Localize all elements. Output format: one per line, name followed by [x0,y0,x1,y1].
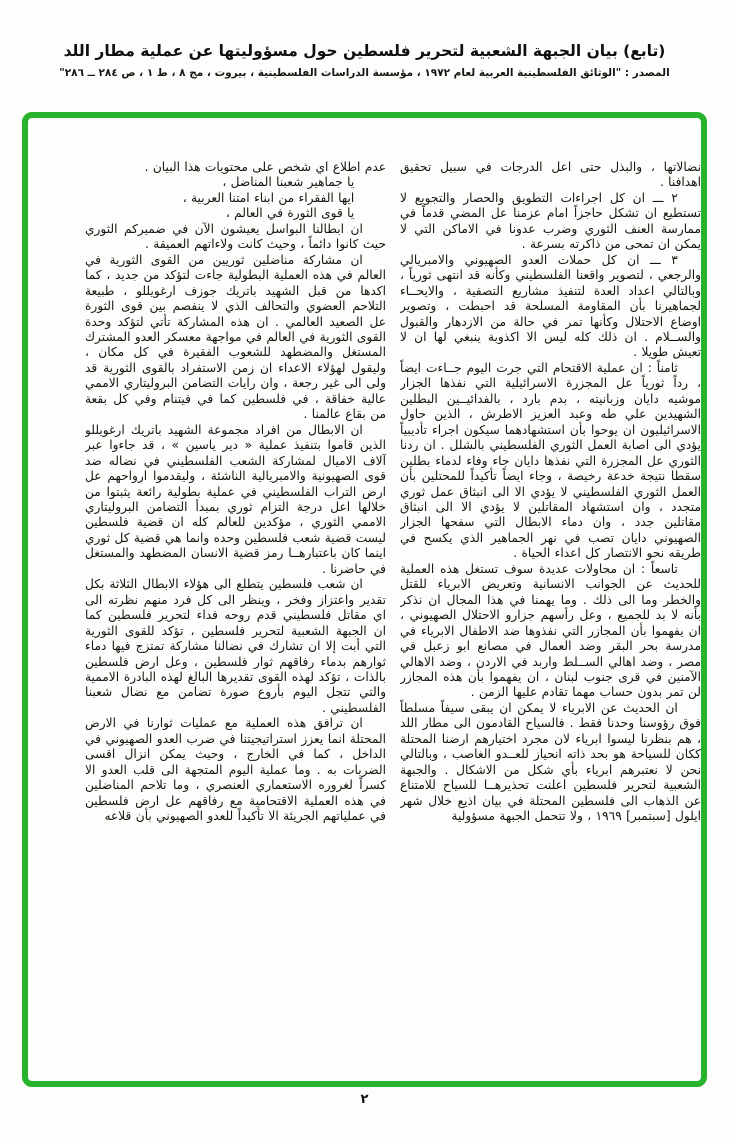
paragraph: ان الابطال من افراد مجموعة الشهيد باتريك ارغويللو الذين قاموا بتنفيذ عملية « دير ياسين » ، قد جاءوا عبر آلاف الاميال لمشاركة الشعب الفلسطيني في نضاله ضد قوى الصهيونية والامبريالية الناشئة ، وليقدموا ارواحهم عل ارض التراب الفلسطيني في عملية بطولية رائعة يثبتوا من خلالها اعل درجة التزام ثوري بمبدأ التضامن البروليتاري الاممي الثوري ، مؤكدين للعالم كله ان قضية فلسطين ليست قضية شعب فلسطين وحده وانما هي قضية كل ثوري اينما كان باعتبارهــا رمز قضية الانسان المضطهد والمستغل في حاضرنا . [85,422,386,576]
column-left [85,160,386,1044]
paragraph: ان ترافق هذه العملية مع عمليات ثوارنا في الارض المحتلة انما يعزز استراتيجيتنا في ضرب العدو الصهيوني في الداخل ، كما في الخارج ، وحيث يمكن انزال اقسى الضربات به . وما عملية اليوم المتجهة الى قلب العدو الا كسراً لغروره الاستعماري العنصري ، وما تلاحم المناضلين في هذه العملية الاقتحامية مع رفاقهم عل ارض فلسطين في عملياتهم الجريئة الا تأكيداً للعدو الصهيوني بأن قلاعه [85,716,386,824]
paragraph: تاسعاً : ان محاولات عديدة سوف تستغل هذه العملية للحديث عن الجوانب الانسانية وتعريض الابرياء للقتل والخطر وما الى ذلك . وما يهمنا في هذا المجال ان نذكر بأنه لا بد للجميع ، وعل رأسهم جزارو الاحتلال الصهيوني ، ان يفهموا بأن المجازر التي نفذوها ضد الاطفال الابرياء في مدرسة بحر البقر وضد العمال في مصانع ابو زعبل في مصر ، وضد اهالي الســلط واربد في الاردن ، وضد الاهالي الآمنين في قرى جنوب لبنان ، ان يفهموا بأن هذه المجازر لن تمر بدون حساب مهما تقادم عليها الزمن . [400,561,701,700]
paragraph: عدم اطلاع اي شخص على محتويات هذا البيان . [144,160,386,174]
paragraph: ان الحديث عن الابرياء لا يمكن ان يبقى سيفاً مسلطاً فوق رؤوسنا وحدنا فقط . فالسياح القادمون الى مطار اللد ، هم بنظرنا ليسوا ابرياء لان مجرد اختيارهم ارضنا المحتلة ككان للسياحة هو بحد ذاته انحياز للعــدو الغاصب ، وبالتالي نحن لا نعتبرهم ابرياء بأي شكل من الاشكال . والجبهة الشعبية لتحرير فلسطين اعلنت تحذيرهــا للسياح للامتناع عن الذهاب الى فلسطين المحتلة في بيان اذيع خلال شهر ايلول [سبتمبر] ١٩٦٩ ، ولا تتحمل الجبهة مسؤولية [400,700,701,824]
paragraph: ان شعب فلسطين يتطلع الى هؤلاء الابطال الثلاثة بكل تقدير واعتزاز وفخر ، وينظر الى كل فرد منهم نظرته الى اي مقاتل فلسطيني قدم روحه فداء لتحرير فلسطين كما ان الجبهة الشعبية لتحرير فلسطين ، تؤكد للقوى الثورية التي أبت إلا ان تشارك في نضالنا مشاركة تمتزج فيها دماء ثوارهم بدماء رفاقهم ثوار فلسطين ، وعل ارض فلسطين بالذات ، تؤكد لهذه القوى تقديرها البالغ لهذه البادرة الاممية والتي تتجل اليوم بأروع صورة تضامن مع نضال شعبنا الفلسطيني . [85,577,386,715]
column-right [400,160,701,1044]
paragraph: ٣ ـــ ان كل حملات العدو الصهيوني والامبريالي والرجعي ، لتصوير واقعنا الفلسطيني وكأنه قد انتهى ثورياً ، وبالتالي اعداد العدة لتنفيذ مشاريع التصفية ، والايحــاء لجماهيرنا بأن المقاومة المسلحة قد احبطت ، وتصوير اوضاع الاحتلال وكأنها تمر في حالة من الازدهار والقبول والســلام . ان ذلك كله ليس الا اكذوبة ينبغي لها ان لا تعيش طويلا . [400,252,701,360]
text-columns [85,160,701,1044]
page-title: (تابع) بيان الجبهة الشعبية لتحرير فلسطين حول مسؤوليتها عن عملية مطار اللد [63,42,666,60]
source-line: المصدر : "الوثائق الفلسطينية العربية لعام ١٩٧٢ ، مؤسسة الدراسات الفلسطينية ، بيروت ، مج ٨ ، ط ١ ، ص ٢٨٤ ــ ٢٨٦" [59,67,670,79]
paragraph: ايها الفقراء من ابناء امتنا العربية ، [182,190,355,205]
paragraph: ان مشاركة مناضلين ثوريين من القوى الثورية في العالم في هذه العملية البطولية جاءت لتؤكد من جديد ، كما اكدها من قبل الشهيد باتريك جوزف ارغويللو ، طبيعة التلاحم العضوي والتحالف الذي لا ينفصم بين قوى الثورة عل الصعيد العالمي . ان هذه المشاركة تأتي لتؤكد وحدة القوى الثورية في العالم في مواجهة معسكر العدو المشترك المستغل والمضطهد للشعوب الفقيرة في كل مكان ، وليقول لهؤلاء الاعداء ان زمن الاستفراد بالقوى الثورية قد ولى الى غير رجعة ، وان رايات التضامن البروليتاري الاممي عالية خفاقة ، في فلسطين كما في فيتنام وفي كل بقعة من بقاع عالمنا . [85,252,386,422]
paragraph: ان ابطالنا البواسل يعيشون الآن في ضميركم الثوري حيث كانوا دائماً ، وحيث كانت ولاءاتهم العميقة . [85,221,386,252]
paragraph: ٢ ـــ ان كل اجراءات التطويق والحصار والتجويع لا تستطيع ان تشكل حاجزاً امام عزمنا عل المضي قدماً في ممارسة العنف الثوري وضرب عدونا في الاماكن التي لا يمكن ان تمحى من ذاكرته بسرعة . [400,190,701,252]
page-number: ٢ [360,1092,369,1107]
paragraph: يا قوى الثورة في العالم ، [225,206,355,221]
paragraph: يا جماهير شعبنا المناضل ، [222,175,355,190]
document-header [0,42,729,79]
paragraph: ثامناً : ان عملية الاقتحام التي جرت اليوم جــاءت ايضاً ، رداً ثورياً عل المجزرة الاسرائيلية التي نفذها الجزار موشيه دايان وزبانيته ، بدم بارد ، بالفدائيــين البطلين الشهيدين علي طه وعبد العزيز الاطرش ، الذين حاول الاسرائيليون ان يوحوا بأن استشهادهما سيكون اجراء تأديبياً يؤدي الى اصابة العمل الثوري الفلسطيني بالشلل . ان ردنا الثوري عل المجزرة التي نفذها دايان جاء وفاء لدماء بطلين سقطا نتيجة خدعة رخيصة ، وجاء ايضاً تأكيداً للمحتلين بأن العمل الثوري الفلسطيني لا يؤدي الا الى انبثاق عمل ثوري متجدد ، وان استشهاد المقاتلين لا يؤدي الا الى انبثاق مقاتلين جدد ، وان دماء الابطال التي سفحها الجزار الصهيوني دايان تصب في نهر الجماهير الذي يكسح في طريقه نحو الانتصار كل اعداء الحياة . [400,360,701,561]
paragraph: نضالاتها ، والبذل حتى اعل الدرجات في سبيل تحقيق اهدافنا . [400,160,701,190]
